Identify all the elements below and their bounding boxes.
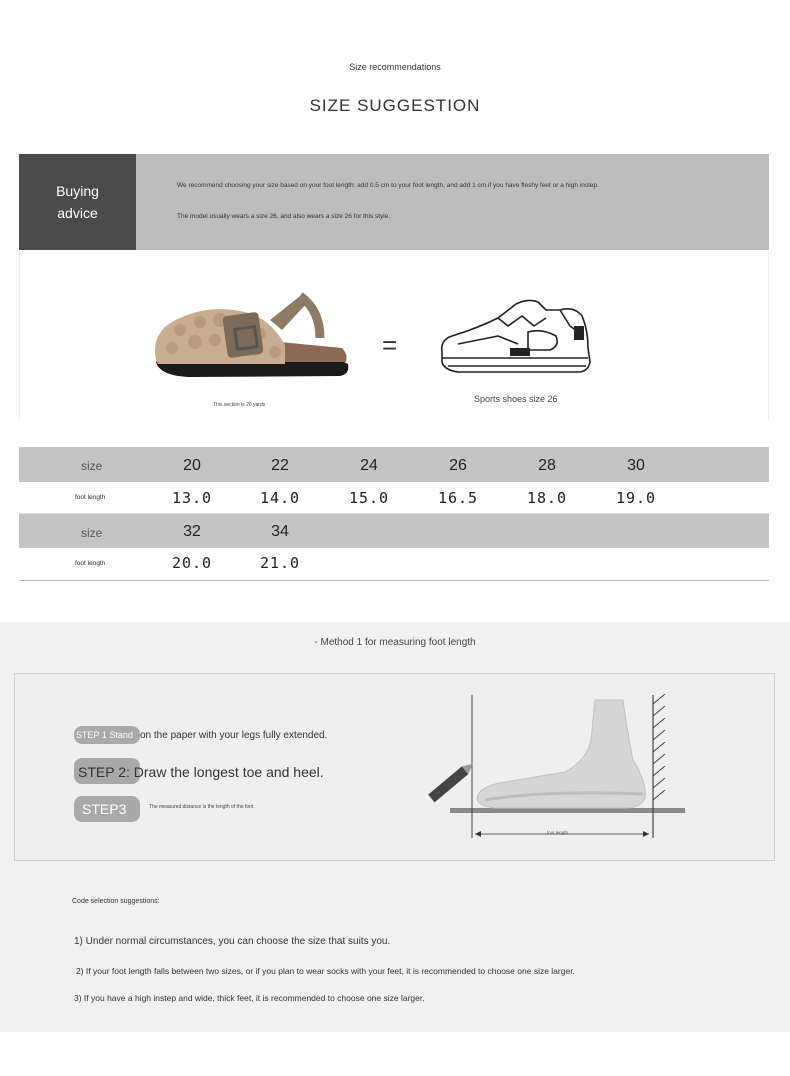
foot-length-measure-label: foot length xyxy=(547,830,569,835)
suggestion-item-3: 3) If you have a high instep and wide, thick feet, it is recommended to choose one size larger. xyxy=(74,993,425,1003)
foot-measurement-diagram xyxy=(425,690,695,845)
equals-sign: = xyxy=(382,330,398,360)
foot-length-cell: 21.0 xyxy=(259,554,301,572)
clog-caption: This section is 26 yards xyxy=(213,402,266,408)
step1-text: on the paper with your legs fully extended. xyxy=(140,730,328,741)
size-cell: 30 xyxy=(627,457,645,474)
size-label: size xyxy=(81,526,103,540)
advice-label-line1: Buying xyxy=(56,183,99,199)
size-cell: 28 xyxy=(538,457,556,474)
foot-length-cell: 19.0 xyxy=(615,489,657,507)
page-title: SIZE SUGGESTION xyxy=(309,96,481,115)
foot-length-label: foot length xyxy=(75,560,106,567)
advice-text-1: We recommend choosing your size based on your foot length: add 0.5 cm to your foot length, and add 1 cm if you have fleshy feet or a high instep. xyxy=(177,182,599,189)
foot-length-cell: 18.0 xyxy=(526,489,568,507)
size-cell: 26 xyxy=(449,457,467,474)
size-row-1 xyxy=(19,447,769,482)
method-title: - Method 1 for measuring foot length xyxy=(314,637,476,648)
foot-length-cell: 20.0 xyxy=(171,554,213,572)
advice-label-line2: advice xyxy=(57,205,98,221)
step1-label: STEP 1 Stand xyxy=(76,730,133,740)
suggestions-title: Code selection suggestions: xyxy=(72,898,160,905)
sneaker-sketch-image xyxy=(438,296,594,378)
size-cell: 20 xyxy=(183,457,201,474)
buying-advice-label xyxy=(19,154,136,250)
subtitle: Size recommendations xyxy=(349,62,441,72)
advice-text-2: The model usually wears a size 26, and also wears a size 26 for this style. xyxy=(177,213,391,220)
step3-text: The measured distance is the length of the foot. xyxy=(149,804,255,810)
step3-label: STEP3 xyxy=(82,801,127,817)
foot-length-cell: 13.0 xyxy=(171,489,213,507)
suggestion-item-1: 1) Under normal circumstances, you can choose the size that suits you. xyxy=(74,936,391,947)
fur-clog-image xyxy=(150,290,350,382)
size-row-2 xyxy=(19,514,769,548)
size-cell: 24 xyxy=(360,457,378,474)
size-label: size xyxy=(81,459,103,473)
foot-length-cell: 16.5 xyxy=(437,489,479,507)
foot-length-row-2 xyxy=(19,548,769,581)
foot-length-cell: 15.0 xyxy=(348,489,390,507)
suggestion-item-2: 2) If your foot length falls between two sizes, or if you plan to wear socks with your feet, it is recommended to choose one size larger. xyxy=(76,966,575,976)
sneaker-caption: Sports shoes size 26 xyxy=(474,394,558,404)
foot-length-label: foot length xyxy=(75,494,106,501)
foot-length-row-1 xyxy=(19,482,769,514)
foot-length-cell: 14.0 xyxy=(259,489,301,507)
buying-advice-box xyxy=(19,154,769,250)
size-cell: 22 xyxy=(271,457,289,474)
size-cell: 32 xyxy=(183,523,201,540)
step2-text: STEP 2: Draw the longest toe and heel. xyxy=(78,764,324,780)
size-cell: 34 xyxy=(271,523,289,540)
